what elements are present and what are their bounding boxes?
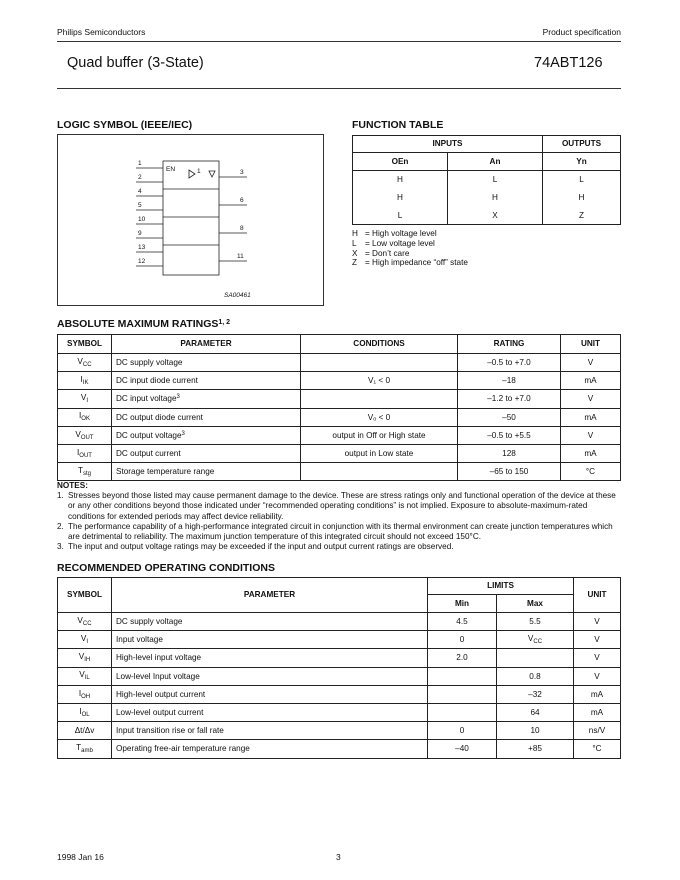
symbol-subscript: OUT (79, 452, 92, 459)
table-row (353, 207, 621, 225)
symbol-cell (58, 426, 112, 444)
symbol-cell (58, 722, 112, 740)
symbol-text: V (77, 356, 83, 366)
parameter-cell: Low-level Input voltage (112, 667, 428, 685)
symbol-subscript: stg (83, 470, 92, 477)
symbol-text: T (77, 465, 83, 475)
parameter-text: DC output current (116, 449, 181, 459)
legend-key: X (352, 248, 358, 258)
conditions-cell: Vₒ < 0 (301, 408, 458, 426)
table-row (58, 685, 621, 703)
max-cell (497, 631, 574, 649)
rating-cell: –65 to 150 (458, 463, 561, 481)
note-text: Stresses beyond those listed may cause permanent damage to the device. These are stress ratings only and functional operation of the device at these or any other conditions beyond those indicated under “recommended operating conditions” is not implied. Exposure to absolute-maximum-rated conditions for extended periods may affect device reliability. (68, 491, 616, 521)
min-cell (428, 703, 497, 721)
symbol-subscript: CC (82, 620, 92, 627)
part-number: 74ABT126 (534, 55, 603, 71)
note-ref: 3 (176, 394, 180, 401)
note-number: 2. (57, 521, 64, 531)
table-row (58, 372, 621, 390)
figure-code: SA00461 (224, 292, 251, 299)
parameter-cell (112, 372, 301, 390)
max-text: V (527, 633, 534, 643)
max-text: –32 (528, 689, 542, 699)
col-header-oen: OEn (353, 153, 448, 171)
rec-op-heading: RECOMMENDED OPERATING CONDITIONS (57, 562, 275, 574)
symbol-text: V (79, 670, 85, 680)
col-header-min: Min (428, 595, 497, 613)
symbol-text: T (76, 743, 82, 753)
min-cell (428, 667, 497, 685)
page-number: 3 (336, 852, 341, 862)
max-text: 5.5 (529, 617, 541, 627)
symbol-subscript: IK (82, 379, 89, 386)
unit-cell: mA (574, 685, 621, 703)
cell: H (543, 189, 621, 207)
max-text: 64 (530, 708, 540, 718)
table-row (58, 613, 621, 631)
symbol-cell (58, 703, 112, 721)
tristate-triangle-icon (209, 171, 215, 177)
unit-cell: mA (561, 444, 621, 462)
symbol-subscript: I (86, 398, 89, 405)
cell: L (353, 207, 448, 225)
unit-cell: V (574, 667, 621, 685)
conditions-cell (301, 354, 458, 372)
symbol-cell (58, 740, 112, 758)
max-cell (497, 613, 574, 631)
rating-cell: 128 (458, 444, 561, 462)
symbol-subscript: I (86, 638, 89, 645)
table-row (58, 722, 621, 740)
inputs-group-header: INPUTS (353, 136, 543, 153)
parameter-cell (112, 390, 301, 408)
symbol-text: V (80, 393, 87, 403)
unit-cell: mA (561, 372, 621, 390)
col-header: PARAMETER (112, 578, 428, 613)
rating-cell: –0.5 to +5.5 (458, 426, 561, 444)
function-table-heading: FUNCTION TABLE (352, 119, 444, 131)
logic-symbol-heading: LOGIC SYMBOL (IEEE/IEC) (57, 119, 193, 131)
min-cell: 2.0 (428, 649, 497, 667)
cell: H (353, 189, 448, 207)
note-text: The performance capability of a high-performance integrated circuit in conjunction with its thermal environment can create junction temperatures which are detrimental to reliability. The maximum junction temperature of this integrated circuit should not exceed 150°C. (68, 521, 613, 542)
table-row (58, 354, 621, 372)
symbol-cell (58, 649, 112, 667)
col-header: PARAMETER (112, 335, 301, 354)
pin-label: 8 (240, 225, 244, 232)
parameter-cell (112, 444, 301, 462)
rating-cell: –50 (458, 408, 561, 426)
symbol-cell (58, 444, 112, 462)
parameter-cell (112, 426, 301, 444)
symbol-subscript: amb (81, 748, 93, 755)
symbol-cell (58, 463, 112, 481)
rating-cell: –18 (458, 372, 561, 390)
symbol-subscript: OH (81, 693, 91, 700)
legend-key: Z (352, 258, 358, 268)
table-row (58, 649, 621, 667)
table-row (58, 703, 621, 721)
table-row (58, 667, 621, 685)
unit-cell: V (574, 631, 621, 649)
notes-heading: NOTES: (57, 481, 88, 490)
pin-label: 6 (240, 197, 244, 204)
pin-label: 2 (138, 174, 142, 181)
symbol-cell (58, 372, 112, 390)
min-cell: 0 (428, 722, 497, 740)
symbol-text: I (80, 374, 83, 384)
max-cell (497, 667, 574, 685)
symbol-text: I (79, 411, 82, 421)
footer-date: 1998 Jan 16 (57, 852, 104, 862)
logic-symbol-diagram (58, 135, 323, 305)
col-header: RATING (458, 335, 561, 354)
buffer-label: 1 (197, 168, 201, 175)
table-row (58, 631, 621, 649)
note-number: 1. (57, 491, 64, 501)
unit-cell: ns/V (574, 722, 621, 740)
parameter-cell: Operating free-air temperature range (112, 740, 428, 758)
max-cell (497, 722, 574, 740)
page-title: Quad buffer (3-State) (67, 55, 204, 71)
col-header-limits: LIMITS (428, 578, 574, 595)
abs-max-table (57, 334, 621, 481)
parameter-cell: High-level input voltage (112, 649, 428, 667)
min-cell: 4.5 (428, 613, 497, 631)
symbol-text: Δt/Δv (74, 726, 95, 736)
symbol-cell (58, 354, 112, 372)
unit-cell: mA (574, 703, 621, 721)
col-header: UNIT (574, 578, 621, 613)
unit-cell: mA (561, 408, 621, 426)
parameter-text: DC output voltage (116, 430, 182, 440)
abs-max-notes (57, 481, 617, 552)
legend-key: L (352, 238, 357, 248)
abs-max-heading (57, 318, 230, 330)
symbol-body (163, 161, 219, 275)
rating-cell: –1.2 to +7.0 (458, 390, 561, 408)
table-row (58, 408, 621, 426)
buffer-triangle-icon (189, 170, 195, 178)
max-text: 0.8 (529, 671, 541, 681)
symbol-text: I (79, 706, 82, 716)
pin-label: 1 (138, 160, 142, 167)
table-row (58, 463, 621, 481)
symbol-text: V (77, 615, 83, 625)
symbol-text: V (75, 429, 81, 439)
symbol-text: V (78, 652, 85, 662)
symbol-text: V (80, 633, 87, 643)
col-header: SYMBOL (58, 578, 112, 613)
unit-cell: °C (561, 463, 621, 481)
note-ref: 3 (181, 430, 185, 437)
header-rule-top (57, 41, 621, 42)
col-header-max: Max (497, 595, 574, 613)
cell: L (448, 171, 543, 189)
symbol-subscript: OUT (80, 434, 94, 441)
symbol-cell (58, 685, 112, 703)
symbol-cell (58, 390, 112, 408)
parameter-cell (112, 354, 301, 372)
unit-cell: V (561, 390, 621, 408)
col-header: CONDITIONS (301, 335, 458, 354)
symbol-subscript: CC (82, 361, 92, 368)
unit-cell: V (561, 426, 621, 444)
conditions-cell: output in Off or High state (301, 426, 458, 444)
parameter-text: Storage temperature range (116, 467, 215, 477)
symbol-subscript: OL (81, 711, 90, 718)
function-table-legend (352, 229, 468, 268)
unit-cell: V (561, 354, 621, 372)
max-cell (497, 703, 574, 721)
symbol-subscript: IL (84, 675, 90, 682)
max-cell (497, 685, 574, 703)
pin-label: 12 (138, 258, 146, 265)
max-cell (497, 649, 574, 667)
outputs-group-header: OUTPUTS (543, 136, 621, 153)
min-cell: –40 (428, 740, 497, 758)
note-number: 3. (57, 542, 64, 552)
legend-text: = High voltage level (365, 229, 437, 238)
symbol-subscript: OK (81, 416, 90, 423)
col-header-an: An (448, 153, 543, 171)
legend-key: H (352, 229, 358, 238)
min-cell (428, 685, 497, 703)
symbol-subscript: IH (84, 657, 91, 664)
parameter-cell (112, 408, 301, 426)
note-text: The input and output voltage ratings may be exceeded if the input and output current ratings are observed. (68, 542, 454, 552)
parameter-cell: Input transition rise or fall rate (112, 722, 428, 740)
pin-label: 10 (138, 216, 146, 223)
pin-label: 13 (138, 244, 146, 251)
rating-cell: –0.5 to +7.0 (458, 354, 561, 372)
cell: X (448, 207, 543, 225)
pin-label: 9 (138, 230, 142, 237)
conditions-cell (301, 390, 458, 408)
cell: L (543, 171, 621, 189)
table-row (58, 740, 621, 758)
parameter-text: DC input diode current (116, 376, 198, 386)
cell: H (448, 189, 543, 207)
company-name: Philips Semiconductors (57, 27, 146, 37)
min-cell: 0 (428, 631, 497, 649)
legend-text: = Low voltage level (365, 238, 435, 248)
table-row (353, 171, 621, 189)
symbol-cell (58, 613, 112, 631)
max-text: 10 (530, 726, 540, 736)
en-label: EN (166, 166, 176, 173)
parameter-cell: DC supply voltage (112, 613, 428, 631)
max-text: +85 (528, 744, 542, 754)
header-rule-bottom (57, 88, 621, 89)
unit-cell: °C (574, 740, 621, 758)
cell: Z (543, 207, 621, 225)
unit-cell: V (574, 613, 621, 631)
logic-symbol-figure (57, 134, 324, 306)
pin-label: 11 (237, 253, 244, 260)
parameter-cell: High-level output current (112, 685, 428, 703)
parameter-cell (112, 463, 301, 481)
col-header: SYMBOL (58, 335, 112, 354)
max-cell (497, 740, 574, 758)
legend-text: = High impedance “off” state (365, 258, 468, 268)
parameter-text: DC input voltage (116, 394, 177, 404)
cell: H (353, 171, 448, 189)
symbol-text: I (77, 447, 80, 457)
pin-label: 5 (138, 202, 142, 209)
abs-max-heading-sup: 1, 2 (218, 319, 231, 326)
symbol-cell (58, 667, 112, 685)
table-row (353, 189, 621, 207)
unit-cell: V (574, 649, 621, 667)
document-type: Product specification (542, 27, 621, 37)
pin-label: 4 (138, 188, 142, 195)
conditions-cell: output in Low state (301, 444, 458, 462)
conditions-cell (301, 463, 458, 481)
col-header: UNIT (561, 335, 621, 354)
rec-op-table (57, 577, 621, 759)
table-row (58, 390, 621, 408)
symbol-text: I (78, 688, 82, 698)
parameter-text: DC output diode current (116, 412, 203, 422)
legend-text: = Don’t care (365, 248, 410, 258)
conditions-cell: V₁ < 0 (301, 372, 458, 390)
parameter-cell: Low-level output current (112, 703, 428, 721)
table-row (58, 444, 621, 462)
symbol-cell (58, 408, 112, 426)
parameter-cell: Input voltage (112, 631, 428, 649)
table-row (58, 426, 621, 444)
abs-max-heading-text: ABSOLUTE MAXIMUM RATINGS (57, 318, 219, 330)
function-table (352, 135, 621, 225)
pin-label: 3 (240, 169, 244, 176)
parameter-text: DC supply voltage (116, 358, 183, 368)
max-subscript: CC (533, 638, 543, 645)
col-header-yn: Yn (543, 153, 621, 171)
symbol-cell (58, 631, 112, 649)
